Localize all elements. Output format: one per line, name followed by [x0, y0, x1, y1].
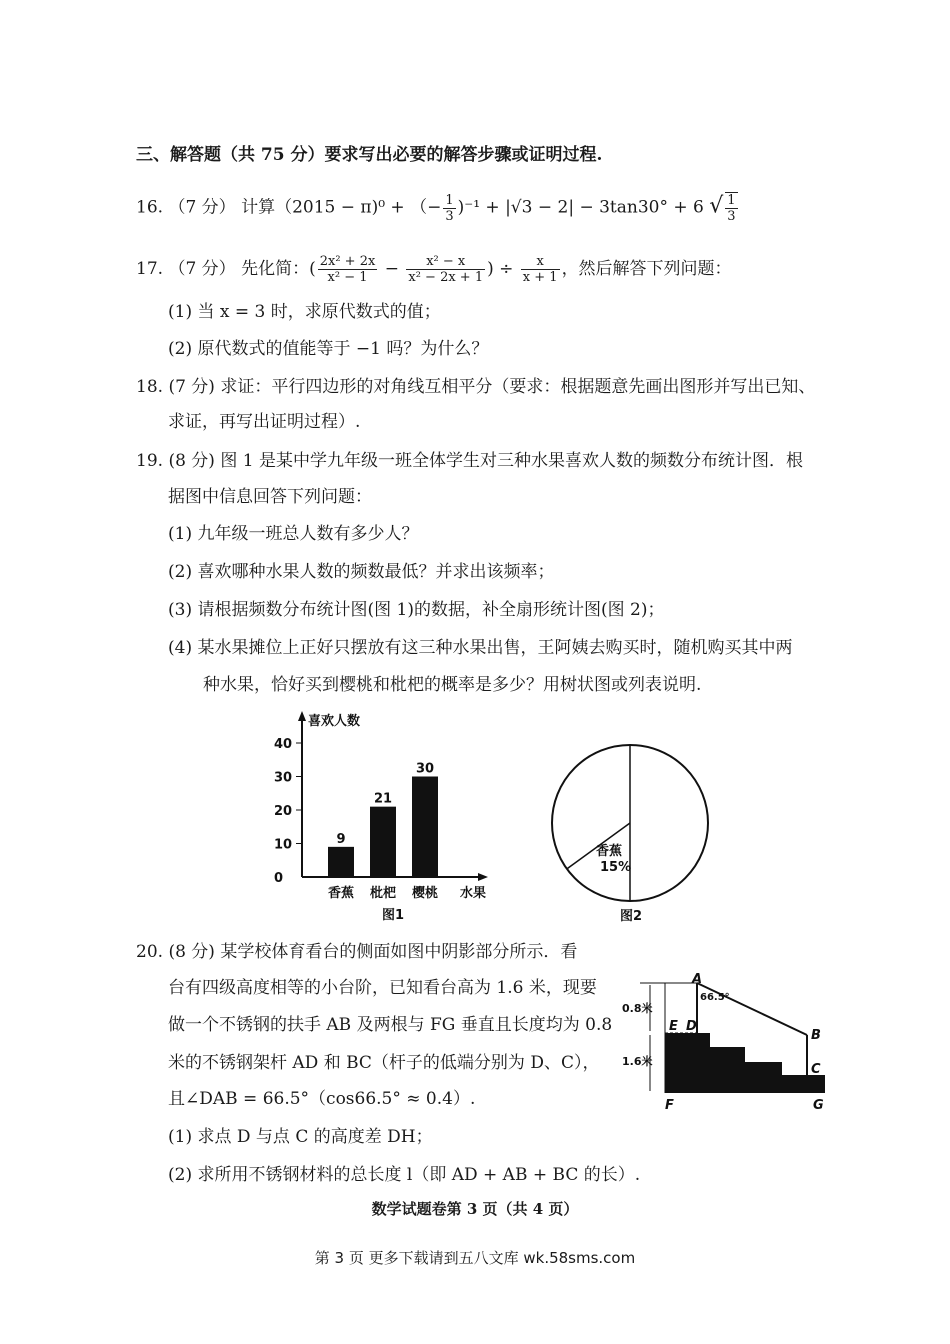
- y-axis-arrow: [298, 711, 306, 721]
- bar-2: [412, 777, 438, 878]
- bar-value-label: 9: [336, 831, 346, 847]
- category-label: 香蕉: [327, 886, 355, 901]
- steps-shaded: [665, 1033, 825, 1093]
- q19-part-1: (1) 九年级一班总人数有多少人？: [168, 524, 419, 544]
- label-0-8m: 0.8米: [622, 1002, 653, 1015]
- q16-fraction-2: $\frac{1}{3}$: [727, 193, 736, 224]
- point-D: D: [686, 1019, 697, 1034]
- q16-sqrt: √: [709, 193, 724, 219]
- q20-line-1: 20. (8 分) 某学校体育看台的侧面如图中阴影部分所示．看: [136, 942, 578, 962]
- pie-slice-percent: 15%: [600, 860, 632, 875]
- stadium-figure: [622, 972, 840, 1115]
- bar-chart: [260, 705, 510, 935]
- q16-number: 16.: [136, 197, 164, 218]
- page-footer: 数学试题卷第 3 页（共 4 页）: [371, 1200, 579, 1218]
- q16-text-a: 计算（2015 − π)⁰ + （−: [241, 197, 442, 218]
- q19-part-4a: (4) 某水果摊位上正好只摆放有这三种水果出售，王阿姨去购买时，随机购买其中两: [168, 638, 793, 658]
- category-label: 枇杷: [369, 886, 397, 901]
- q17-fraction-2: $\frac{\text{x² − x}}{\text{x² − 2x + 1}}$: [408, 254, 484, 285]
- q19-part-4b: 种水果，恰好买到樱桃和枇杷的概率是多少？用树状图或列表说明.: [203, 675, 702, 695]
- q17-score: （7 分）: [168, 259, 236, 279]
- point-F: F: [665, 1098, 674, 1113]
- q20-part-1: (1) 求点 D 与点 C 的高度差 DH；: [168, 1127, 433, 1147]
- y-tick-label: 0: [274, 871, 284, 886]
- q19-part-2: (2) 喜欢哪种水果人数的频数最低？并求出该频率；: [168, 562, 555, 582]
- q19-line-2: 据图中信息回答下列问题：: [168, 487, 372, 507]
- y-tick-label: 10: [274, 837, 293, 853]
- q20-line-4: 米的不锈钢架杆 AD 和 BC（杆子的低端分别为 D、C），: [168, 1053, 600, 1073]
- pie-slice-label: 香蕉: [596, 844, 623, 859]
- q17-part-1: (1) 当 x = 3 时，求原代数式的值；: [168, 302, 441, 322]
- q16-text-b: )⁻¹ + |√3 − 2| − 3tan30° + 6: [457, 197, 704, 218]
- x-axis-label: 水果: [460, 886, 487, 901]
- q17-fraction-1: $\frac{\text{2x² + 2x}}{\text{x² − 1}}$: [319, 254, 376, 285]
- point-C: C: [811, 1062, 821, 1077]
- y-tick-label: 40: [274, 737, 293, 752]
- figure-1-caption: 图1: [382, 908, 405, 923]
- q20-line-5: 且∠DAB = 66.5°（cos66.5° ≈ 0.4）.: [168, 1089, 476, 1109]
- bar-value-label: 30: [415, 761, 435, 777]
- label-1-6m: 1.6米: [622, 1055, 653, 1068]
- y-axis-label: 喜欢人数: [308, 714, 361, 729]
- q17-part-2: (2) 原代数式的值能等于 −1 吗？为什么？: [168, 339, 489, 359]
- q17-divide: ) ÷: [487, 259, 514, 279]
- bar-1: [370, 807, 396, 877]
- point-B: B: [811, 1028, 821, 1043]
- question-17: [136, 254, 732, 285]
- y-tick-label: 30: [274, 770, 293, 786]
- q20-line-2: 台有四级高度相等的小台阶，已知看台高为 1.6 米，现要: [168, 978, 597, 998]
- q20-part-2: (2) 求所用不锈钢材料的总长度 l（即 AD + AB + BC 的长）.: [168, 1165, 641, 1185]
- q17-number: 17.: [136, 259, 164, 279]
- q16-score: （7 分）: [168, 197, 236, 218]
- figure-2-caption: 图2: [620, 909, 643, 924]
- q17-tail: ，然后解答下列问题：: [561, 259, 732, 279]
- question-16: [136, 192, 740, 224]
- category-label: 樱桃: [411, 886, 439, 901]
- q17-minus: −: [384, 259, 399, 279]
- y-tick-label: 20: [274, 804, 293, 819]
- q17-fraction-3: $\frac{x}{x + 1}$: [522, 254, 558, 285]
- q16-fraction-1: $\frac{1}{3}$: [445, 192, 454, 224]
- x-axis-arrow: [478, 873, 488, 881]
- point-E: E: [669, 1019, 678, 1034]
- point-G: G: [813, 1098, 824, 1113]
- bar-value-label: 21: [373, 791, 393, 807]
- q18-line-2: 求证，再写出证明过程）.: [168, 412, 361, 432]
- bar-0: [328, 847, 354, 877]
- section-header: 三、解答题（共 75 分）要求写出必要的解答步骤或证明过程.: [136, 145, 603, 165]
- q19-line-1: 19. (8 分) 图 1 是某中学九年级一班全体学生对三种水果喜欢人数的频数分布统计图．根: [136, 451, 803, 471]
- q19-part-3: (3) 请根据频数分布统计图(图 1)的数据，补全扇形统计图(图 2)；: [168, 600, 665, 620]
- pie-chart: [548, 715, 718, 930]
- q18-line-1: 18. (7 分) 求证：平行四边形的对角线互相平分（要求：根据题意先画出图形并写出已知、: [136, 377, 816, 397]
- q20-line-3: 做一个不锈钢的扶手 AB 及两根与 FG 垂直且长度均为 0.8: [168, 1015, 613, 1035]
- label-angle: 66.5°: [700, 992, 730, 1003]
- site-footer: 第 3 页 更多下载请到五八文库 wk.58sms.com: [314, 1249, 636, 1267]
- point-A: A: [692, 972, 703, 987]
- rail-AB: [697, 983, 807, 1035]
- q17-lead: 先化简：(: [241, 259, 316, 279]
